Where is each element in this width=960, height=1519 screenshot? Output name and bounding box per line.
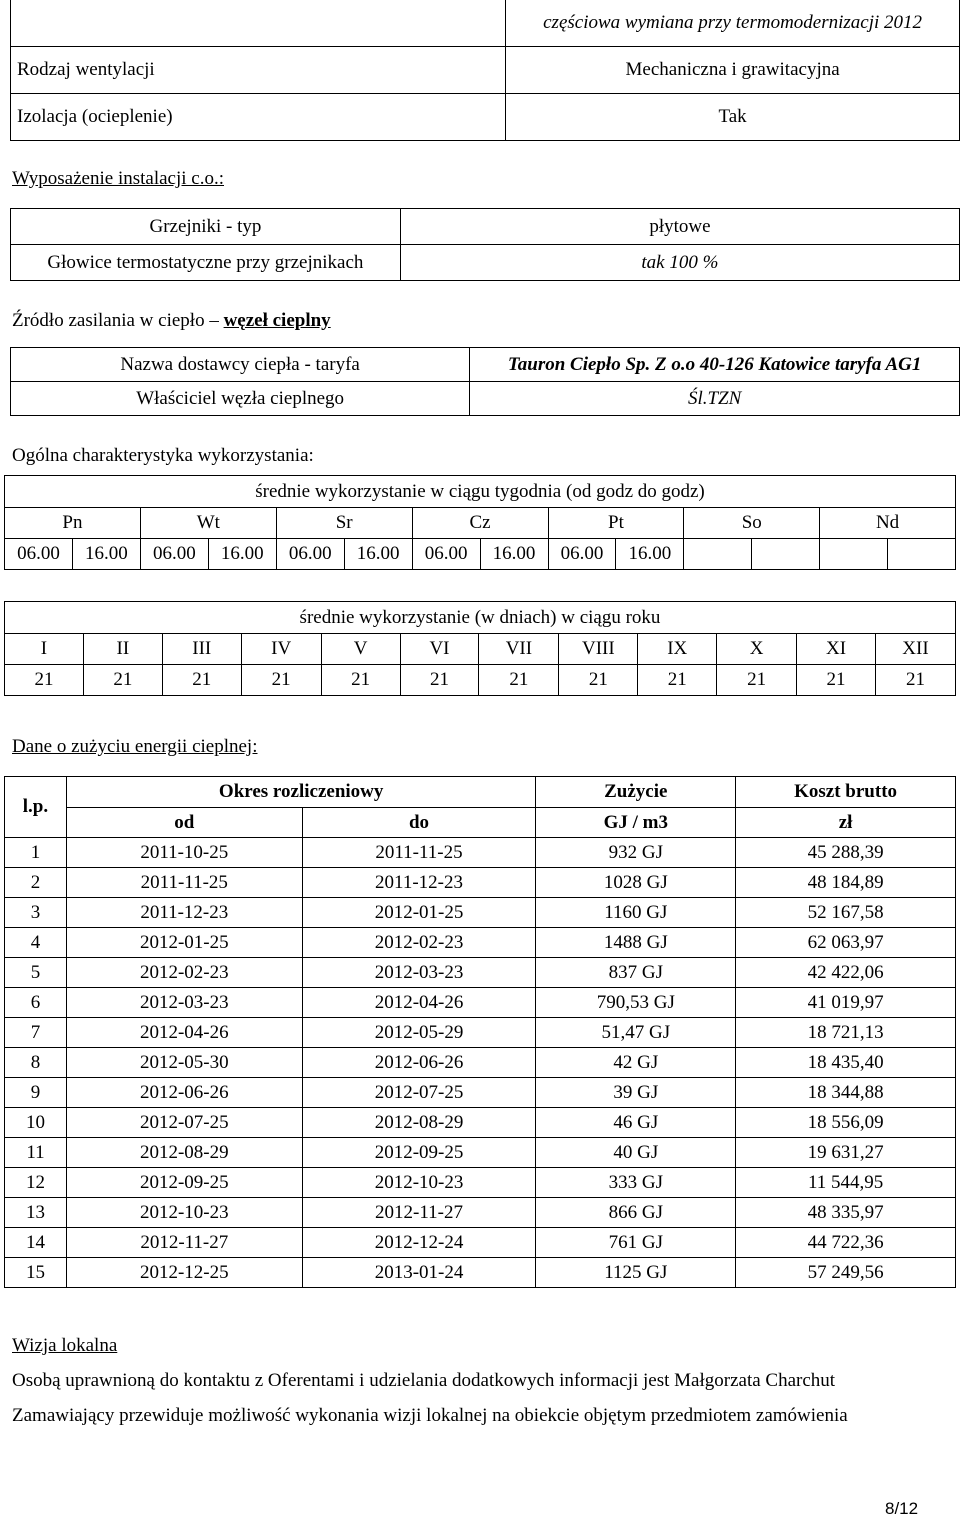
row-from-cell: 2011-12-23 [66, 898, 302, 928]
from-header: od [66, 808, 302, 838]
lp-header: l.p. [5, 777, 67, 838]
table-row [5, 1018, 956, 1048]
table-row [5, 1138, 956, 1168]
usage-header: Zużycie [536, 777, 736, 808]
site-visit-text: Zamawiający przewiduje możliwość wykonania wizji lokalnej na obiekcie objętym przedmiotem zamówienia [12, 1405, 848, 1426]
row-cost-cell: 44 722,36 [736, 1228, 956, 1258]
row-cost-cell: 48 335,97 [736, 1198, 956, 1228]
month-days-cell: 21 [876, 665, 956, 696]
day-cell: Cz [412, 508, 548, 539]
insulation-value: Tak [506, 94, 960, 141]
supply-heading-bold: węzeł cieplny [223, 310, 331, 331]
row-usage-cell: 39 GJ [536, 1078, 736, 1108]
month-days-cell: 21 [479, 665, 559, 696]
row-lp-cell: 7 [5, 1018, 67, 1048]
month-days-cell: 21 [400, 665, 479, 696]
hour-cell [888, 539, 956, 570]
ventilation-label: Rodzaj wentylacji [11, 47, 506, 94]
building-info-table [10, 0, 960, 141]
currency-header: zł [736, 808, 956, 838]
row-to-cell: 2012-11-27 [302, 1198, 536, 1228]
month-cell: II [83, 634, 162, 665]
row-cost-cell: 42 422,06 [736, 958, 956, 988]
yearly-title: średnie wykorzystanie (w dniach) w ciągu roku [5, 602, 956, 634]
row-to-cell: 2012-05-29 [302, 1018, 536, 1048]
hour-cell: 16.00 [344, 539, 412, 570]
row-lp-cell: 4 [5, 928, 67, 958]
month-days-cell: 21 [717, 665, 797, 696]
month-cell: VII [479, 634, 559, 665]
hour-cell [684, 539, 752, 570]
hour-cell: 06.00 [5, 539, 73, 570]
row-usage-cell: 46 GJ [536, 1108, 736, 1138]
thermostat-label: Głowice termostatyczne przy grzejnikach [11, 245, 401, 281]
row-lp-cell: 12 [5, 1168, 67, 1198]
month-days-cell: 21 [162, 665, 241, 696]
day-cell: Sr [276, 508, 412, 539]
row-usage-cell: 790,53 GJ [536, 988, 736, 1018]
hour-cell: 16.00 [616, 539, 684, 570]
row-to-cell: 2012-10-23 [302, 1168, 536, 1198]
row-cost-cell: 62 063,97 [736, 928, 956, 958]
row-usage-cell: 42 GJ [536, 1048, 736, 1078]
page-number: 8/12 [885, 1499, 919, 1518]
day-cell: Pn [5, 508, 141, 539]
row-cost-cell: 45 288,39 [736, 838, 956, 868]
row-from-cell: 2012-03-23 [66, 988, 302, 1018]
hour-cell: 06.00 [140, 539, 208, 570]
row-usage-cell: 866 GJ [536, 1198, 736, 1228]
table-row [5, 1258, 956, 1288]
table-row [5, 1168, 956, 1198]
row-to-cell: 2012-03-23 [302, 958, 536, 988]
month-days-cell: 21 [241, 665, 321, 696]
row-usage-cell: 1488 GJ [536, 928, 736, 958]
row-lp-cell: 6 [5, 988, 67, 1018]
table-row [5, 1108, 956, 1138]
row-cost-cell: 18 435,40 [736, 1048, 956, 1078]
row-usage-cell: 40 GJ [536, 1138, 736, 1168]
row-lp-cell: 9 [5, 1078, 67, 1108]
table-row [5, 898, 956, 928]
contact-person-text: Osobą uprawnioną do kontaktu z Oferentami i udzielania dodatkowych informacji jest Małgorzata Charchut [12, 1370, 836, 1391]
row-lp-cell: 8 [5, 1048, 67, 1078]
hour-cell: 06.00 [276, 539, 344, 570]
table-row [5, 1048, 956, 1078]
row-cost-cell: 41 019,97 [736, 988, 956, 1018]
row-to-cell: 2011-12-23 [302, 868, 536, 898]
month-days-cell: 21 [797, 665, 876, 696]
table-row [5, 958, 956, 988]
hour-cell: 06.00 [548, 539, 616, 570]
row-cost-cell: 57 249,56 [736, 1258, 956, 1288]
month-days-cell: 21 [83, 665, 162, 696]
installation-table [10, 208, 960, 281]
row-lp-cell: 1 [5, 838, 67, 868]
day-cell: Pt [548, 508, 684, 539]
unit-header: GJ / m3 [536, 808, 736, 838]
row-to-cell: 2012-06-26 [302, 1048, 536, 1078]
row-to-cell: 2012-09-25 [302, 1138, 536, 1168]
row-cost-cell: 18 721,13 [736, 1018, 956, 1048]
consumption-heading: Dane o zużyciu energii cieplnej: [12, 736, 258, 757]
supply-table [10, 347, 960, 416]
row-from-cell: 2012-08-29 [66, 1138, 302, 1168]
hour-cell [752, 539, 820, 570]
ventilation-value: Mechaniczna i grawitacyjna [506, 47, 960, 94]
month-days-cell: 21 [559, 665, 638, 696]
row-to-cell: 2011-11-25 [302, 838, 536, 868]
table-row [5, 988, 956, 1018]
owner-label: Właściciel węzła cieplnego [11, 382, 470, 416]
site-visit-heading: Wizja lokalna [12, 1335, 118, 1356]
row-usage-cell: 837 GJ [536, 958, 736, 988]
day-cell: So [684, 508, 820, 539]
row-lp-cell: 14 [5, 1228, 67, 1258]
month-days-cell: 21 [5, 665, 84, 696]
month-cell: XII [876, 634, 956, 665]
row-from-cell: 2011-11-25 [66, 868, 302, 898]
day-cell: Nd [820, 508, 956, 539]
row-lp-cell: 10 [5, 1108, 67, 1138]
row-cost-cell: 19 631,27 [736, 1138, 956, 1168]
replacement-note: częściowa wymiana przy termomodernizacji 2012 [506, 0, 960, 47]
month-cell: I [5, 634, 84, 665]
thermostat-value: tak 100 % [400, 245, 959, 281]
hour-cell: 06.00 [412, 539, 480, 570]
row-from-cell: 2012-12-25 [66, 1258, 302, 1288]
row-cost-cell: 18 556,09 [736, 1108, 956, 1138]
row-from-cell: 2012-07-25 [66, 1108, 302, 1138]
row-from-cell: 2012-02-23 [66, 958, 302, 988]
row-cost-cell: 48 184,89 [736, 868, 956, 898]
month-cell: VIII [559, 634, 638, 665]
day-cell: Wt [140, 508, 276, 539]
month-cell: VI [400, 634, 479, 665]
table-row [5, 928, 956, 958]
row-to-cell: 2012-08-29 [302, 1108, 536, 1138]
to-header: do [302, 808, 536, 838]
row-from-cell: 2012-06-26 [66, 1078, 302, 1108]
supply-heading: Źródło zasilania w ciepło – węzeł cieplny [12, 310, 331, 331]
table-row [5, 838, 956, 868]
month-cell: III [162, 634, 241, 665]
row-from-cell: 2012-05-30 [66, 1048, 302, 1078]
yearly-usage-table [4, 601, 956, 696]
row-cost-cell: 52 167,58 [736, 898, 956, 928]
row-from-cell: 2012-10-23 [66, 1198, 302, 1228]
row-lp-cell: 15 [5, 1258, 67, 1288]
row-cost-cell: 18 344,88 [736, 1078, 956, 1108]
row-usage-cell: 333 GJ [536, 1168, 736, 1198]
row-to-cell: 2012-04-26 [302, 988, 536, 1018]
month-days-cell: 21 [638, 665, 717, 696]
row-usage-cell: 932 GJ [536, 838, 736, 868]
month-cell: V [321, 634, 400, 665]
cost-header: Koszt brutto [736, 777, 956, 808]
month-cell: X [717, 634, 797, 665]
row-usage-cell: 51,47 GJ [536, 1018, 736, 1048]
row-to-cell: 2012-01-25 [302, 898, 536, 928]
row-from-cell: 2012-04-26 [66, 1018, 302, 1048]
row-lp-cell: 2 [5, 868, 67, 898]
period-header: Okres rozliczeniowy [66, 777, 535, 808]
month-cell: IV [241, 634, 321, 665]
month-cell: XI [797, 634, 876, 665]
row-to-cell: 2012-12-24 [302, 1228, 536, 1258]
table-row [5, 1228, 956, 1258]
radiator-type-label: Grzejniki - typ [11, 209, 401, 245]
row-usage-cell: 761 GJ [536, 1228, 736, 1258]
row-to-cell: 2012-02-23 [302, 928, 536, 958]
table-row [5, 1198, 956, 1228]
hour-cell: 16.00 [208, 539, 276, 570]
row-from-cell: 2012-09-25 [66, 1168, 302, 1198]
table-row [5, 1078, 956, 1108]
owner-value: Śl.TZN [470, 382, 960, 416]
insulation-label: Izolacja (ocieplenie) [11, 94, 506, 141]
row-to-cell: 2012-07-25 [302, 1078, 536, 1108]
consumption-table [4, 776, 956, 1288]
row-lp-cell: 3 [5, 898, 67, 928]
row-usage-cell: 1028 GJ [536, 868, 736, 898]
month-cell: IX [638, 634, 717, 665]
row-from-cell: 2012-11-27 [66, 1228, 302, 1258]
row-usage-cell: 1125 GJ [536, 1258, 736, 1288]
hour-cell: 16.00 [480, 539, 548, 570]
month-days-cell: 21 [321, 665, 400, 696]
weekly-usage-table [4, 475, 956, 570]
row-cost-cell: 11 544,95 [736, 1168, 956, 1198]
row-lp-cell: 13 [5, 1198, 67, 1228]
hour-cell [820, 539, 888, 570]
row-from-cell: 2012-01-25 [66, 928, 302, 958]
radiator-type-value: płytowe [400, 209, 959, 245]
hour-cell: 16.00 [72, 539, 140, 570]
supplier-label: Nazwa dostawcy ciepła - taryfa [11, 348, 470, 382]
row-lp-cell: 5 [5, 958, 67, 988]
row-lp-cell: 11 [5, 1138, 67, 1168]
installation-heading: Wyposażenie instalacji c.o.: [12, 168, 224, 189]
row-to-cell: 2013-01-24 [302, 1258, 536, 1288]
weekly-title: średnie wykorzystanie w ciągu tygodnia (od godz do godz) [5, 476, 956, 508]
row-usage-cell: 1160 GJ [536, 898, 736, 928]
table-row [5, 868, 956, 898]
row-from-cell: 2011-10-25 [66, 838, 302, 868]
usage-heading: Ogólna charakterystyka wykorzystania: [12, 445, 314, 466]
supplier-value: Tauron Ciepło Sp. Z o.o 40-126 Katowice taryfa AG1 [470, 348, 960, 382]
